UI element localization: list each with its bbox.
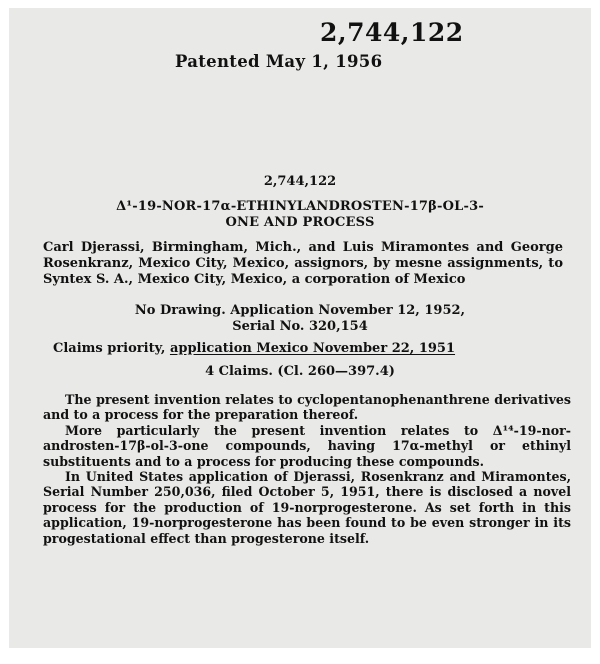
patent-document [9, 8, 591, 648]
patented-date: Patented May 1, 1956 [175, 52, 383, 71]
priority-claim [53, 341, 455, 356]
application-line-1: No Drawing. Application November 12, 1952, [134, 303, 466, 318]
priority-application: application Mexico November 22, 1951 [169, 341, 456, 356]
patent-body [43, 392, 571, 546]
priority-prefix: Claims priority, [53, 341, 170, 356]
title-line-1: Δ¹-19-NOR-17α-ETHINYLANDROSTEN-17β-OL-3- [116, 199, 484, 214]
patent-title [9, 199, 591, 231]
body-paragraph: In United States application of Djerassi, Rosenkranz and Miramontes, Serial Number 250,036, filed October 5, 1951, there is disclosed a novel process for the production of 19-norprogesterone. As set forth in this application, 19-norprogesterone has been found to be even stronger in its progestational effect than progesterone itself. [43, 469, 571, 546]
body-paragraph: The present invention relates to cyclopentanophenanthrene derivatives and to a process for the preparation thereof. [43, 392, 571, 423]
application-info [9, 303, 591, 335]
application-line-2: Serial No. 320,154 [232, 319, 368, 334]
claims-classification: 4 Claims. (Cl. 260—397.4) [205, 364, 395, 379]
body-paragraph: More particularly the present invention relates to Δ¹⁴-19-nor-androsten-17β-ol-3-one compounds, having 17α-methyl or ethinyl substituents and to a process for producing these compounds. [43, 422, 571, 469]
inventors-assignee: Carl Djerassi, Birmingham, Mich., and Luis Miramontes and George Rosenkranz, Mexico City, Mexico, assignors, by mesne assignments, to Syntex S. A., Mexico City, Mexico, a corporation of Mexico [43, 240, 563, 287]
patent-number-heading: 2,744,122 [320, 18, 464, 47]
patent-number-small: 2,744,122 [263, 174, 337, 189]
title-line-2: ONE AND PROCESS [225, 215, 375, 230]
